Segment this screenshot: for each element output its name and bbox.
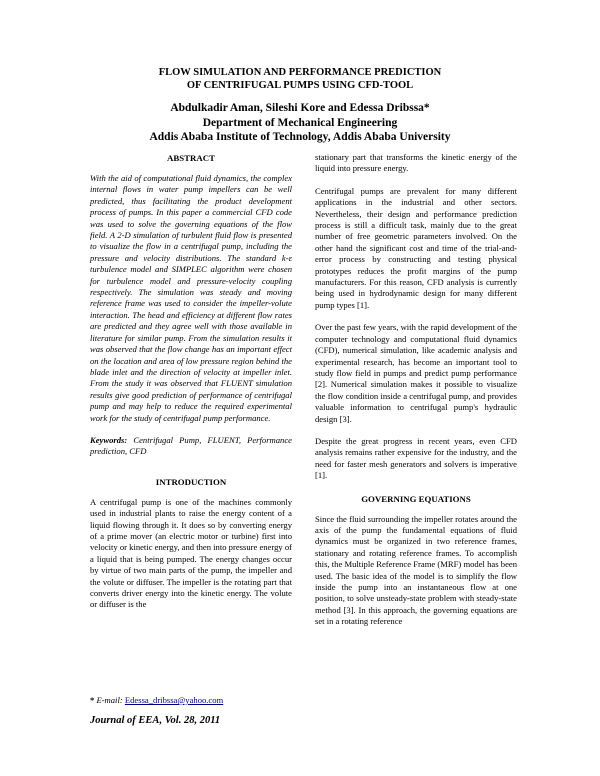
- intro-paragraph-4: Despite the great progress in recent years, even CFD analysis remains rather expensive for the industry, and the need for faster mesh generators and solvers is imperative [1].: [315, 435, 517, 481]
- governing-text: Since the fluid surrounding the impeller rotates around the axis of the pump the fundamental equations of fluid dynamics must be organized in two reference frames, stationary and rotating reference frames. To accomplish this, the Multiple Reference Frame (MRF) model has been used. The basic idea of the model is to simplify the flow inside the pump into an instantaneous flow at one position, to solve unsteady-state problem with steady-state method [3]. In this approach, the governing equations are set in a rotating reference: [315, 513, 517, 627]
- left-column: [90, 152, 292, 622]
- author-email-link[interactable]: Edessa_dribssa@yahoo.com: [124, 695, 224, 705]
- title-line-2: OF CENTRIFUGAL PUMPS USING CFD-TOOL: [186, 80, 414, 91]
- footnote-star: *: [90, 695, 95, 705]
- footnote-label: E-mail:: [94, 695, 125, 705]
- right-column: [315, 152, 517, 639]
- journal-footer: Journal of EEA, Vol. 28, 2011: [90, 715, 221, 726]
- title-line-1: FLOW SIMULATION AND PERFORMANCE PREDICTION: [158, 67, 442, 78]
- author-department: Department of Mechanical Engineering: [202, 116, 398, 129]
- footnote: [90, 695, 320, 706]
- paper-title: [60, 66, 540, 92]
- abstract-text: With the aid of computational fluid dynamics, the complex internal flows in water pump impellers can be well predicted, thus facilitating the product development process of pumps. In this paper a commercial CFD code was used to solve the governing equations of the flow field. A 2-D simulation of turbulent fluid flow is presented to visualize the flow in a centrifugal pump, including the pressure and velocity distributions. The standard k-ε turbulence model and SIMPLEC algorithm were chosen for turbulence model and pressure-velocity coupling respectively. The simulation was steady and moving reference frame was used to consider the impeller-volute interaction. The head and efficiency at different flow rates are predicted and they agree well with those available in literature for similar pump. From the simulation results it was observed that the flow change has an important effect on the location and area of low pressure region behind the blade inlet and the direction of velocity at impeller inlet. From the study it was observed that FLUENT simulation results give good prediction of performance of centrifugal pump and may help to reduce the required experimental work for the study of centrifugal pump performance.: [90, 173, 292, 423]
- keywords-label: Keywords:: [90, 434, 128, 445]
- keywords: [90, 435, 292, 458]
- author-names: Abdulkadir Aman, Sileshi Kore and Edessa Dribssa*: [170, 102, 430, 114]
- intro-paragraph-2: Centrifugal pumps are prevalent for many different applications in the industrial and other sectors. Nevertheless, their design and performance prediction process is still a difficult task, mainly due to the great number of free geometric parameters involved. On the other hand the significant cost and time of the trial-and-error process by constructing and testing physical prototypes reduces the profit margins of the pump manufacturers. For this reason, CFD analysis is currently being used in hydrodynamic design for many different pump types [1].: [315, 185, 517, 310]
- keywords-text: Centrifugal Pump, FLUENT, Performance prediction, CFD: [90, 434, 292, 457]
- abstract-heading: ABSTRACT: [167, 153, 215, 163]
- introduction-heading: INTRODUCTION: [155, 476, 227, 487]
- author-block: [60, 101, 540, 145]
- introduction-text: A centrifugal pump is one of the machines commonly used in industrial plants to raise the energy content of a liquid flowing through it. It does so by converting energy of a prime mover (an electric motor or turbine) first into velocity or kinetic energy, and then into pressure energy of a liquid that is being pumped. The energy changes occur by virtue of two main parts of the pump, the impeller and the volute or diffuser. The impeller is the rotating part that converts driver energy into the kinetic energy. The volute or diffuser is the: [90, 496, 292, 610]
- intro-continuation: stationary part that transforms the kinetic energy of the liquid into pressure energy.: [315, 152, 517, 174]
- governing-heading: GOVERNING EQUATIONS: [361, 493, 471, 504]
- intro-paragraph-3: Over the past few years, with the rapid development of the computer technology and computational fluid dynamics (CFD), numerical simulation, like academic analysis and experimental research, has become an important tool to study flow field in pumps and predict pump performance [2]. Numerical simulation makes it possible to visualize the flow condition inside a centrifugal pump, and provides valuable information to centrifugal pump's hydraulic design [3].: [315, 322, 517, 424]
- author-institution: Addis Ababa Institute of Technology, Addis Ababa University: [149, 131, 451, 143]
